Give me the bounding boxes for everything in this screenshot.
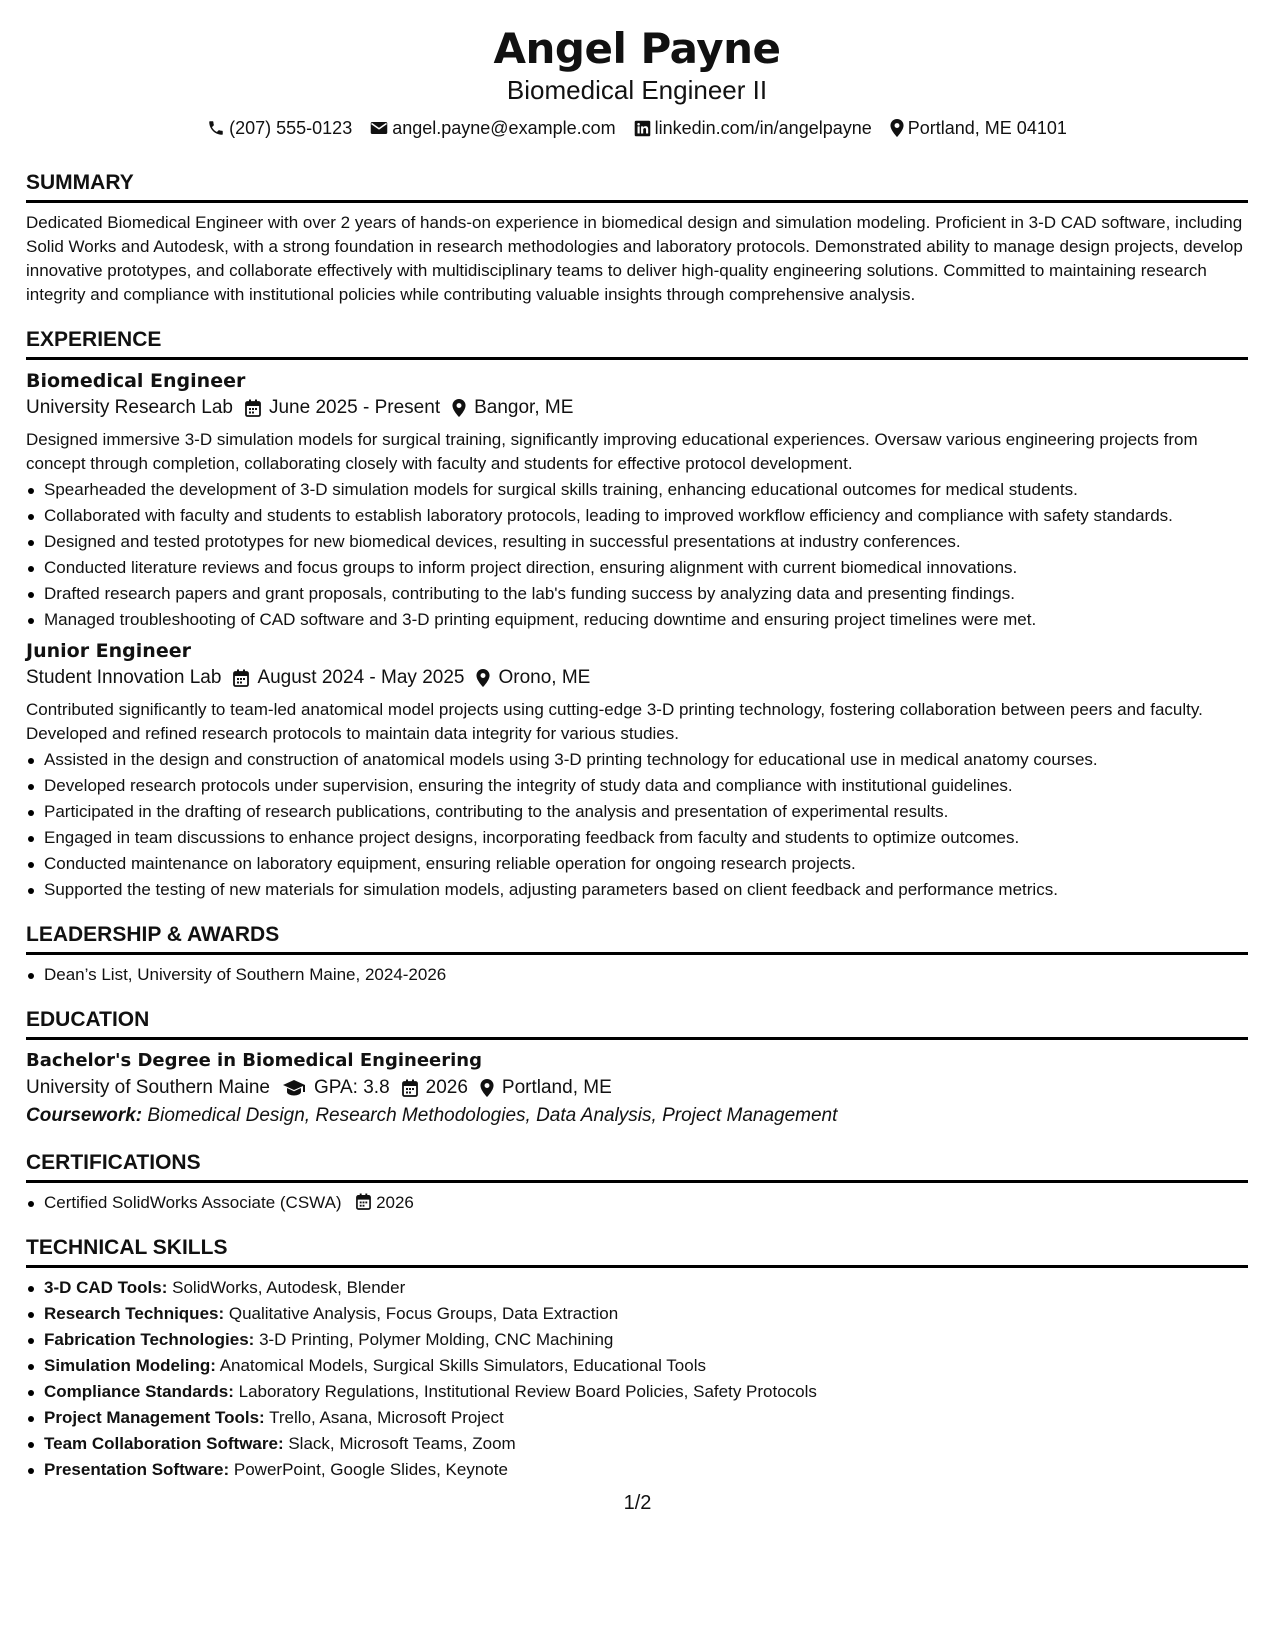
job-location-text: Bangor, ME: [474, 397, 574, 418]
linkedin-text[interactable]: linkedin.com/in/angelpayne: [654, 118, 872, 138]
page-number: 1/2: [623, 1492, 652, 1514]
calendar-icon: [245, 399, 261, 417]
list-item: Developed research protocols under supervision, ensuring the integrity of study data and compliance with institutional guidelines.: [44, 774, 1248, 798]
phone-text: (207) 555-0123: [229, 118, 353, 138]
skill-item: [44, 1406, 1248, 1430]
contact-location: [890, 116, 1067, 140]
skill-value: PowerPoint, Google Slides, Keynote: [233, 1460, 508, 1479]
certification-list: [26, 1191, 1248, 1215]
degree-title: Bachelor's Degree in Biomedical Engineering: [26, 1050, 482, 1071]
list-item: Drafted research papers and grant proposals, contributing to the lab's funding success by analyzing data and presenting findings.: [44, 582, 1248, 606]
list-item: Conducted literature reviews and focus groups to inform project direction, ensuring alignment with current biomedical innovations.: [44, 556, 1248, 580]
contact-linkedin[interactable]: [634, 116, 872, 140]
section-heading: LEADERSHIP & AWARDS: [26, 922, 1248, 955]
job-dates: [233, 664, 464, 692]
coursework: [26, 1102, 1248, 1130]
email-text[interactable]: angel.payne@example.com: [392, 118, 616, 138]
job-entry: [26, 638, 1248, 902]
job-dates-text: August 2024 - May 2025: [257, 667, 465, 688]
linkedin-icon: [634, 120, 651, 137]
school-location: [480, 1074, 612, 1102]
list-item: Supported the testing of new materials for simulation models, adjusting parameters based on client feedback and performance metrics.: [44, 878, 1248, 902]
education-section: [26, 1007, 1248, 1130]
skill-item: [44, 1432, 1248, 1456]
map-pin-icon: [890, 119, 904, 137]
candidate-name: Angel Payne: [493, 24, 781, 73]
job-title: Biomedical Engineer: [26, 370, 246, 392]
gpa: [282, 1074, 390, 1102]
job-location: [476, 664, 590, 692]
skill-label: Team Collaboration Software:: [44, 1434, 284, 1453]
contact-phone: [207, 116, 352, 140]
job-location: [452, 394, 573, 422]
contact-bar: [26, 116, 1248, 140]
skill-item: [44, 1328, 1248, 1352]
section-heading: CERTIFICATIONS: [26, 1150, 1248, 1183]
job-dates-text: June 2025 - Present: [268, 397, 441, 418]
section-heading: SUMMARY: [26, 170, 1248, 203]
skill-item: [44, 1380, 1248, 1404]
phone-icon: [207, 119, 225, 137]
list-item: Collaborated with faculty and students to establish laboratory protocols, leading to improved workflow efficiency and compliance with safety standards.: [44, 504, 1248, 528]
school-name: University of Southern Maine: [26, 1077, 270, 1098]
section-heading: EXPERIENCE: [26, 327, 1248, 360]
award-list: [26, 963, 1248, 987]
skill-value: Laboratory Regulations, Institutional Review Board Policies, Safety Protocols: [238, 1382, 817, 1401]
job-description: Designed immersive 3-D simulation models for surgical training, significantly improving educational experiences. Oversaw various engineering projects from concept through completion, collaborating closely with faculty and students for effective protocol development.: [26, 430, 1198, 473]
list-item: Conducted maintenance on laboratory equipment, ensuring reliable operation for ongoing research projects.: [44, 852, 1248, 876]
skill-value: Slack, Microsoft Teams, Zoom: [288, 1434, 516, 1453]
skill-label: Research Techniques:: [44, 1304, 225, 1323]
job-location-text: Orono, ME: [498, 667, 591, 688]
section-heading: TECHNICAL SKILLS: [26, 1235, 1248, 1268]
list-item: Engaged in team discussions to enhance project designs, incorporating feedback from faculty and students to optimize outcomes.: [44, 826, 1248, 850]
list-item: [44, 1191, 1248, 1215]
skills-section: [26, 1235, 1248, 1482]
calendar-icon: [233, 669, 249, 687]
map-pin-icon: [476, 669, 490, 687]
skill-label: Presentation Software:: [44, 1460, 230, 1479]
coursework-text: Biomedical Design, Research Methodologies, Data Analysis, Project Management: [147, 1105, 838, 1126]
list-item: Designed and tested prototypes for new biomedical devices, resulting in successful presentations at industry conferences.: [44, 530, 1248, 554]
list-item: Spearheaded the development of 3-D simulation models for surgical skills training, enhancing educational outcomes for medical students.: [44, 478, 1248, 502]
summary-text: Dedicated Biomedical Engineer with over 2 years of hands-on experience in biomedical design and simulation modeling. Proficient in 3-D CAD software, including Solid Works and Autodesk, with a strong foundation in research methodologies and laboratory protocols. Demonstrated ability to manage design projects, develop innovative prototypes, and collaborate effectively with multidisciplinary teams to deliver high-quality engineering solutions. Committed to maintaining research integrity and compliance with institutional policies while contributing valuable insights through comprehensive analysis.: [26, 213, 1243, 304]
skill-label: Compliance Standards:: [44, 1382, 234, 1401]
skill-value: Anatomical Models, Surgical Skills Simulators, Educational Tools: [219, 1356, 706, 1375]
candidate-title: Biomedical Engineer II: [506, 75, 768, 105]
list-item: Dean’s List, University of Southern Maine, 2024-2026: [44, 963, 1248, 987]
school-location-text: Portland, ME: [501, 1077, 612, 1098]
certifications-section: [26, 1150, 1248, 1215]
list-item: Participated in the drafting of research publications, contributing to the analysis and presentation of experimental results.: [44, 800, 1248, 824]
job-meta: [26, 664, 1248, 692]
gpa-text: GPA: 3.8: [313, 1077, 390, 1098]
skill-item: [44, 1354, 1248, 1378]
location-text: Portland, ME 04101: [907, 118, 1067, 138]
leadership-section: [26, 922, 1248, 987]
year-text: 2026: [425, 1077, 468, 1098]
skill-value: Qualitative Analysis, Focus Groups, Data Extraction: [228, 1304, 619, 1323]
job-entry: [26, 368, 1248, 632]
certification-name: Certified SolidWorks Associate (CSWA): [44, 1193, 342, 1212]
coursework-label: Coursework:: [26, 1105, 143, 1126]
calendar-icon: [402, 1079, 418, 1097]
map-pin-icon: [452, 399, 466, 417]
skill-label: Fabrication Technologies:: [44, 1330, 255, 1349]
job-meta: [26, 394, 1248, 422]
section-heading: EDUCATION: [26, 1007, 1248, 1040]
skill-label: Project Management Tools:: [44, 1408, 265, 1427]
job-bullets: [26, 478, 1248, 632]
job-title: Junior Engineer: [26, 640, 191, 662]
job-org: University Research Lab: [26, 397, 233, 418]
skill-item: [44, 1276, 1248, 1300]
map-pin-icon: [480, 1079, 494, 1097]
job-org: Student Innovation Lab: [26, 667, 222, 688]
resume-page: [26, 0, 1248, 1484]
skill-item: [44, 1302, 1248, 1326]
contact-email[interactable]: [370, 116, 615, 140]
experience-section: [26, 327, 1248, 902]
summary-section: [26, 170, 1248, 307]
calendar-icon: [356, 1193, 371, 1210]
envelope-icon: [370, 120, 388, 136]
graduation-cap-icon: [282, 1079, 306, 1097]
graduation-year: [402, 1074, 468, 1102]
skill-label: 3-D CAD Tools:: [44, 1278, 168, 1297]
job-description: Contributed significantly to team-led anatomical model projects using cutting-edge 3-D printing technology, fostering collaboration between peers and faculty. Developed and refined research protocols to maintain data integrity for various studies.: [26, 700, 1203, 743]
skill-value: Trello, Asana, Microsoft Project: [269, 1408, 504, 1427]
job-bullets: [26, 748, 1248, 902]
skills-list: [26, 1276, 1248, 1482]
skill-value: SolidWorks, Autodesk, Blender: [172, 1278, 406, 1297]
skill-value: 3-D Printing, Polymer Molding, CNC Machining: [259, 1330, 614, 1349]
skill-item: [44, 1458, 1248, 1482]
skill-label: Simulation Modeling:: [44, 1356, 216, 1375]
certification-year: 2026: [376, 1193, 414, 1212]
job-dates: [245, 394, 440, 422]
education-meta: [26, 1074, 1248, 1102]
list-item: Managed troubleshooting of CAD software and 3-D printing equipment, reducing downtime and ensuring project timelines were met.: [44, 608, 1248, 632]
list-item: Assisted in the design and construction of anatomical models using 3-D printing technology for educational use in medical anatomy courses.: [44, 748, 1248, 772]
